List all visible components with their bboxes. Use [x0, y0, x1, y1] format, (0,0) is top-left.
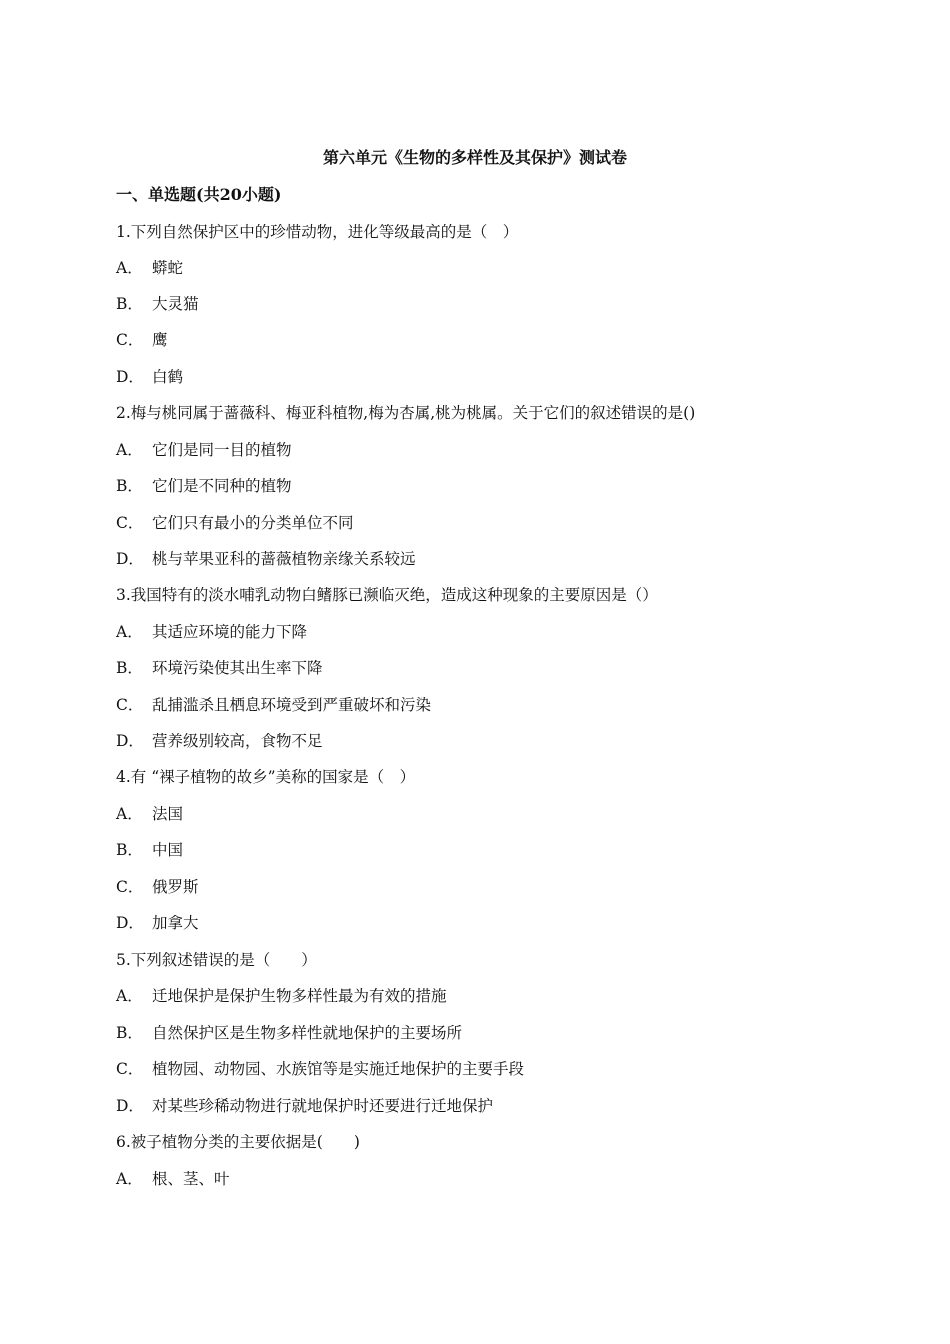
option-text: 它们只有最小的分类单位不同: [152, 514, 354, 532]
option-text: 环境污染使其出生率下降: [152, 659, 323, 677]
option-letter: A．: [116, 987, 143, 1005]
option-letter: C．: [116, 514, 144, 532]
question-4: 4.有 “裸子植物的故乡”美称的国家是（ ）: [116, 768, 416, 786]
question-1-option-c: [116, 330, 168, 350]
option-text: 白鹤: [152, 368, 184, 386]
option-text: 它们是不同种的植物: [152, 477, 292, 495]
question-2-option-a: [116, 440, 292, 460]
page-title: 第六单元《生物的多样性及其保护》测试卷: [322, 148, 627, 167]
question-1-option-a: [116, 258, 183, 278]
question-2: 2.梅与桃同属于蔷薇科、梅亚科植物,梅为杏属,桃为桃属。关于它们的叙述错误的是(): [116, 404, 696, 422]
option-text: 蟒蛇: [152, 259, 184, 277]
option-letter: C．: [116, 1060, 144, 1078]
option-text: 加拿大: [152, 914, 199, 932]
question-3-option-a: [116, 622, 307, 642]
option-text: 其适应环境的能力下降: [152, 623, 308, 641]
question-3-option-d: [116, 731, 323, 751]
question-2-option-c: [116, 513, 354, 533]
option-letter: D．: [116, 368, 144, 386]
option-text: 它们是同一目的植物: [152, 441, 292, 459]
option-letter: D．: [116, 1097, 144, 1115]
option-letter: A．: [116, 441, 143, 459]
option-letter: C．: [116, 878, 144, 896]
question-5-option-b: [116, 1023, 462, 1043]
option-text: 营养级别较高，食物不足: [152, 732, 323, 750]
question-5-option-d: [116, 1096, 493, 1116]
question-5-option-c: [116, 1059, 524, 1079]
option-letter: B．: [116, 841, 143, 859]
question-4-option-b: [116, 840, 183, 860]
option-text: 中国: [152, 841, 184, 859]
option-letter: A．: [116, 805, 143, 823]
question-4-option-a: [116, 804, 183, 824]
option-text: 植物园、动物园、水族馆等是实施迁地保护的主要手段: [152, 1060, 525, 1078]
option-letter: D．: [116, 732, 144, 750]
question-1-option-b: [116, 294, 199, 314]
question-5-option-a: [116, 986, 447, 1006]
option-text: 法国: [152, 805, 184, 823]
question-6: 6.被子植物分类的主要依据是( ): [116, 1133, 360, 1151]
option-letter: A．: [116, 623, 143, 641]
option-text: 俄罗斯: [152, 878, 199, 896]
option-text: 乱捕滥杀且栖息环境受到严重破坏和污染: [152, 696, 432, 714]
question-3: 3.我国特有的淡水哺乳动物白鳍豚已濒临灭绝，造成这种现象的主要原因是（）: [116, 586, 658, 604]
option-letter: B．: [116, 477, 143, 495]
option-letter: A．: [116, 1170, 143, 1188]
question-6-option-a: [116, 1169, 230, 1189]
question-2-option-d: [116, 549, 416, 569]
option-letter: A．: [116, 259, 143, 277]
section-heading: 一、单选题(共20小题): [116, 185, 282, 204]
question-2-option-b: [116, 476, 292, 496]
option-letter: C．: [116, 696, 144, 714]
option-letter: B．: [116, 1024, 143, 1042]
option-text: 迁地保护是保护生物多样性最为有效的措施: [152, 987, 447, 1005]
question-1-option-d: [116, 367, 183, 387]
option-letter: B．: [116, 659, 143, 677]
option-letter: D．: [116, 550, 144, 568]
option-text: 对某些珍稀动物进行就地保护时还要进行迁地保护: [152, 1097, 494, 1115]
option-text: 鹰: [152, 331, 168, 349]
option-letter: D．: [116, 914, 144, 932]
option-text: 大灵猫: [152, 295, 199, 313]
question-4-option-d: [116, 913, 199, 933]
question-5: 5.下列叙述错误的是（ ）: [116, 951, 317, 969]
option-letter: B．: [116, 295, 143, 313]
option-letter: C．: [116, 331, 144, 349]
option-text: 桃与苹果亚科的蔷薇植物亲缘关系较远: [152, 550, 416, 568]
option-text: 自然保护区是生物多样性就地保护的主要场所: [152, 1024, 463, 1042]
question-1: 1.下列自然保护区中的珍惜动物，进化等级最高的是（ ）: [116, 223, 519, 241]
question-3-option-b: [116, 658, 323, 678]
option-text: 根、茎、叶: [152, 1170, 230, 1188]
question-4-option-c: [116, 877, 199, 897]
question-3-option-c: [116, 695, 431, 715]
